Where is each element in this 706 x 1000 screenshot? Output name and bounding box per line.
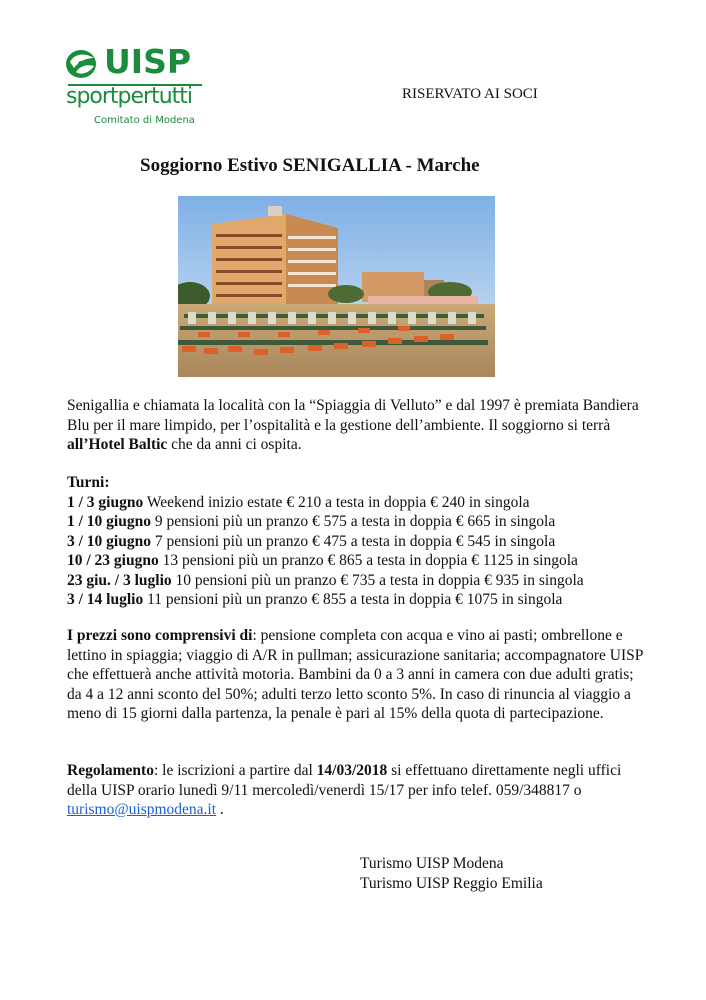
hotel-name: all’Hotel Baltic <box>67 436 168 453</box>
uisp-ball-icon <box>64 46 100 80</box>
page-title: Soggiorno Estivo SENIGALLIA - Marche <box>140 155 480 176</box>
logo-brand: UISP <box>104 42 192 81</box>
signature-line-1: Turismo UISP Modena <box>360 855 504 872</box>
signature <box>360 854 543 893</box>
turno-date: 1 / 10 giugno <box>67 513 151 530</box>
hotel-beach-photo <box>178 196 495 377</box>
rules-date: 14/03/2018 <box>316 762 388 779</box>
reserved-note: RISERVATO AI SOCI <box>402 86 538 102</box>
rules-text-end: . <box>216 801 224 818</box>
turni-list <box>67 473 584 610</box>
prices-paragraph <box>67 626 647 724</box>
intro-text-end: che da anni ci ospita. <box>167 436 302 453</box>
rules-paragraph <box>67 761 647 820</box>
uisp-logo <box>64 44 206 130</box>
email-link[interactable]: turismo@uispmodena.it <box>67 801 217 818</box>
turno-desc: Weekend inizio estate € 210 a testa in doppia € 240 in singola <box>143 493 530 511</box>
rules-label: Regolamento <box>67 762 154 779</box>
turno-date: 10 / 23 giugno <box>67 552 159 569</box>
turno-desc: 13 pensioni più un pranzo € 865 a testa in doppia € 1125 in singola <box>158 552 578 569</box>
turni-heading: Turni: <box>67 474 110 491</box>
turno-date: 3 / 14 luglio <box>67 591 144 608</box>
rules-text: : le iscrizioni a partire dal <box>153 762 317 779</box>
intro-paragraph <box>67 396 647 455</box>
signature-line-2: Turismo UISP Reggio Emilia <box>360 874 543 892</box>
logo-tagline: sportpertutti <box>66 84 193 109</box>
turno-desc: 10 pensioni più un pranzo € 735 a testa in doppia € 935 in singola <box>171 571 584 589</box>
prices-label: I prezzi sono comprensivi di <box>67 627 253 644</box>
turno-desc: 11 pensioni più un pranzo € 855 a testa in doppia € 1075 in singola <box>143 591 563 608</box>
turno-date: 23 giu. / 3 luglio <box>67 571 172 589</box>
list-item <box>67 571 584 591</box>
turno-date: 3 / 10 giugno <box>67 532 151 550</box>
intro-text: Senigallia e chiamata la località con la “Spiaggia di Velluto” e dal 1997 è premiata Bandiera Blu per il mare limpido, per l’ospitalità e la gestione dell’ambiente. Il soggiorno si terrà <box>67 397 639 434</box>
list-item <box>67 512 584 532</box>
list-item <box>67 493 584 513</box>
list-item <box>67 532 584 552</box>
list-item <box>67 590 584 610</box>
turno-date: 1 / 3 giugno <box>67 493 144 511</box>
logo-committee: Comitato di Modena <box>94 115 195 126</box>
list-item <box>67 551 584 571</box>
turno-desc: 7 pensioni più un pranzo € 475 a testa in doppia € 545 in singola <box>150 532 556 550</box>
rules-text-2: si effettuano direttamente negli uffici della UISP orario lunedì 9/11 mercoledì/venerdì 15/17 per info telef. 059/348817 o <box>67 762 622 799</box>
turno-desc: 9 pensioni più un pranzo € 575 a testa in doppia € 665 in singola <box>150 513 556 530</box>
prices-text: : pensione completa con acqua e vino ai pasti; ombrellone e lettino in spiaggia; viaggio di A/R in pullman; assicurazione sanitaria; accompagnatore UISP che effettuerà anche attività motoria. Bambini da 0 a 3 anni in camera con due adulti gratis; da 4 a 12 anni sconto del 50%; adulti terzo letto sconto 5%. In caso di rinuncia al viaggio a meno di 15 giorni dalla partenza, la penale è pari al 15% della quota di partecipazione. <box>67 627 643 722</box>
